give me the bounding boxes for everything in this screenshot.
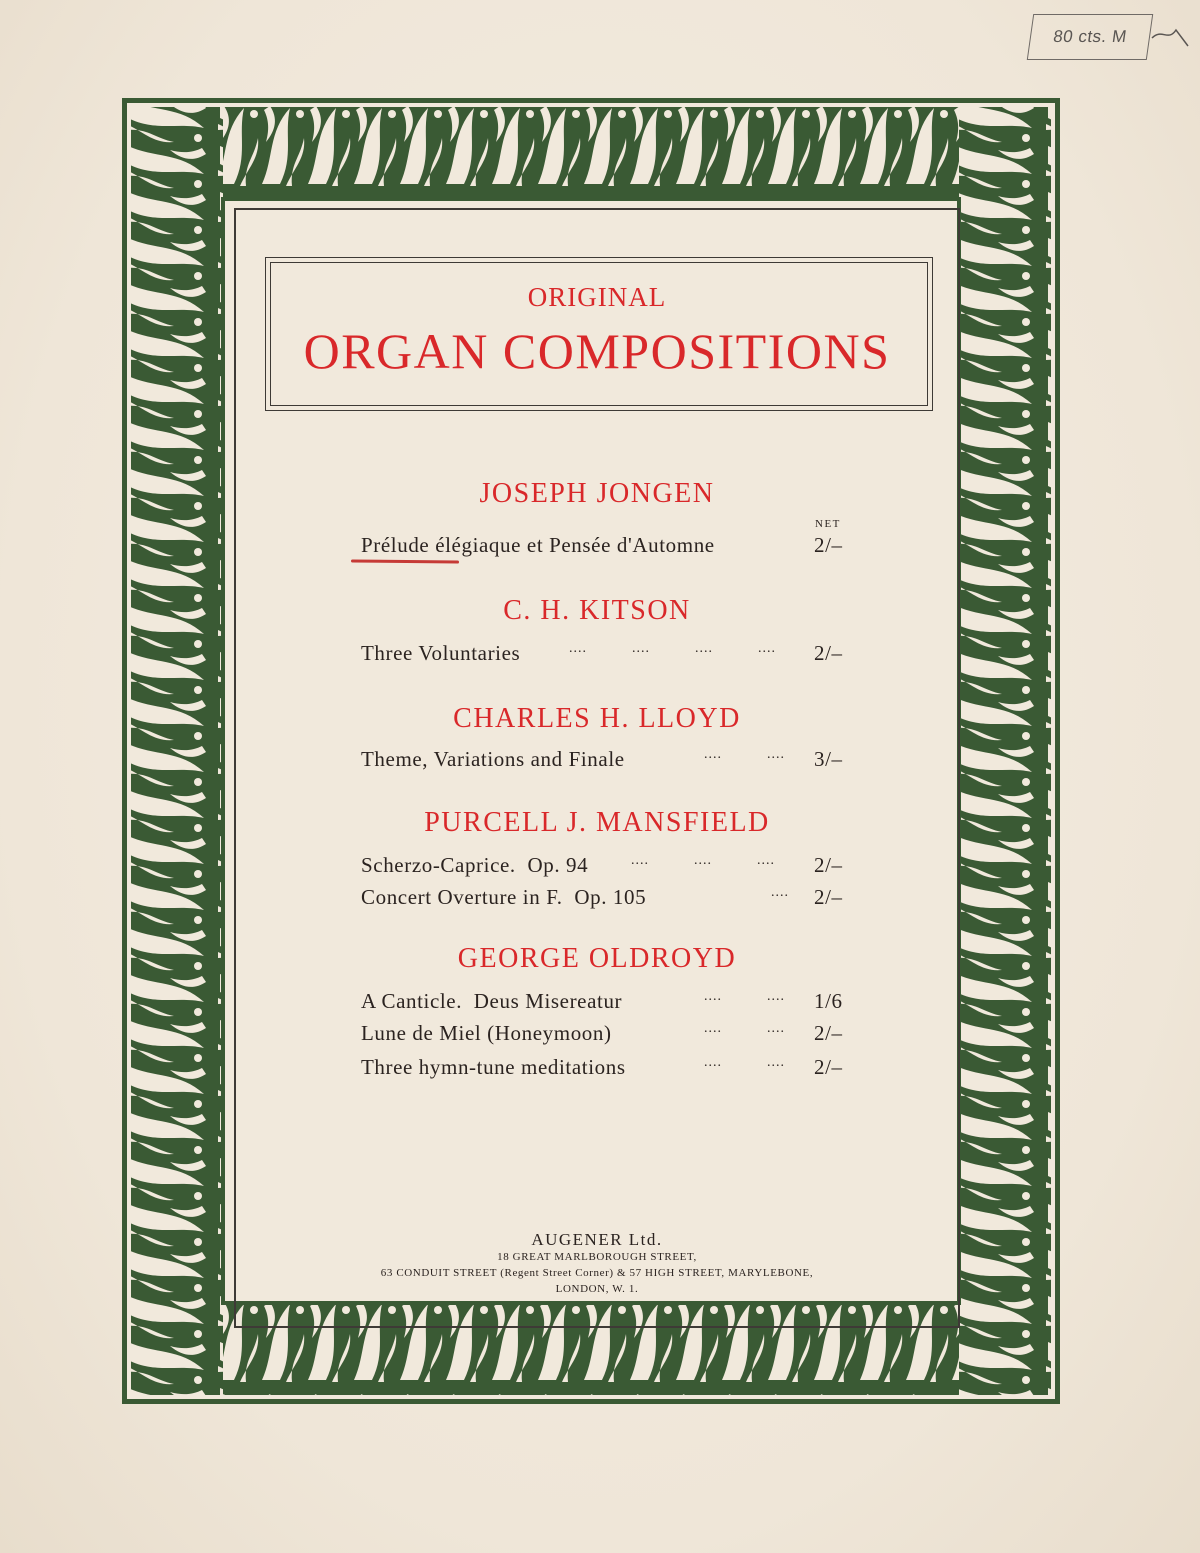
- work-price: 2/–: [814, 533, 843, 557]
- leader-dots: .... ....: [704, 1021, 785, 1036]
- composer-heading: PURCELL J. MANSFIELD: [424, 807, 770, 838]
- publisher-name: AUGENER Ltd.: [531, 1230, 663, 1249]
- net-label: NET: [815, 518, 841, 530]
- work-line: [361, 1021, 851, 1051]
- leader-dots: .... ....: [704, 747, 785, 762]
- leader-dots: ....: [771, 885, 789, 900]
- work-price: 2/–: [814, 641, 843, 665]
- price-stamp: [1027, 14, 1153, 60]
- work-line: [361, 885, 851, 915]
- leader-dots: .... .... .... ....: [569, 641, 776, 656]
- publisher-address-line: 63 CONDUIT STREET (Regent Street Corner) & 57 HIGH STREET, MARYLEBONE,: [380, 1267, 814, 1279]
- composer-heading: C. H. KITSON: [503, 595, 691, 626]
- work-title: Theme, Variations and Finale: [361, 747, 625, 771]
- work-title: Scherzo-Caprice. Op. 94: [361, 853, 589, 877]
- work-price: 1/6: [814, 989, 843, 1013]
- leader-dots: .... ....: [704, 1055, 785, 1070]
- header-subtitle: ORIGINAL: [527, 282, 667, 312]
- work-line: [361, 533, 851, 563]
- composer-heading: GEORGE OLDROYD: [457, 943, 737, 974]
- work-price: 2/–: [814, 885, 843, 909]
- work-price: 2/–: [814, 1021, 843, 1045]
- composer-heading: CHARLES H. LLOYD: [453, 703, 741, 734]
- work-title: Concert Overture in F. Op. 105: [361, 885, 647, 909]
- work-line: [361, 641, 851, 671]
- work-price: 2/–: [814, 853, 843, 877]
- work-title: Three hymn-tune meditations: [361, 1055, 626, 1079]
- work-line: [361, 1055, 851, 1085]
- publisher-address-line: LONDON, W. 1.: [555, 1283, 639, 1295]
- publisher-address-line: 18 GREAT MARLBOROUGH STREET,: [497, 1251, 697, 1263]
- work-title: Prélude élégiaque et Pensée d'Automne: [361, 533, 715, 557]
- work-price: 3/–: [814, 747, 843, 771]
- leader-dots: .... .... ....: [631, 853, 775, 868]
- work-price: 2/–: [814, 1055, 843, 1079]
- leader-dots: .... ....: [704, 989, 785, 1004]
- work-title: Lune de Miel (Honeymoon): [361, 1021, 612, 1045]
- work-title: A Canticle. Deus Misereatur: [361, 989, 623, 1013]
- work-line: [361, 747, 851, 777]
- header-title: ORGAN COMPOSITIONS: [303, 323, 891, 379]
- stamp-scribble-mark: [1150, 16, 1190, 56]
- composer-heading: JOSEPH JONGEN: [479, 478, 715, 509]
- price-stamp-text: 80 cts. M: [1052, 27, 1129, 46]
- work-line: [361, 853, 851, 883]
- work-title: Three Voluntaries: [361, 641, 521, 665]
- work-line: [361, 989, 851, 1019]
